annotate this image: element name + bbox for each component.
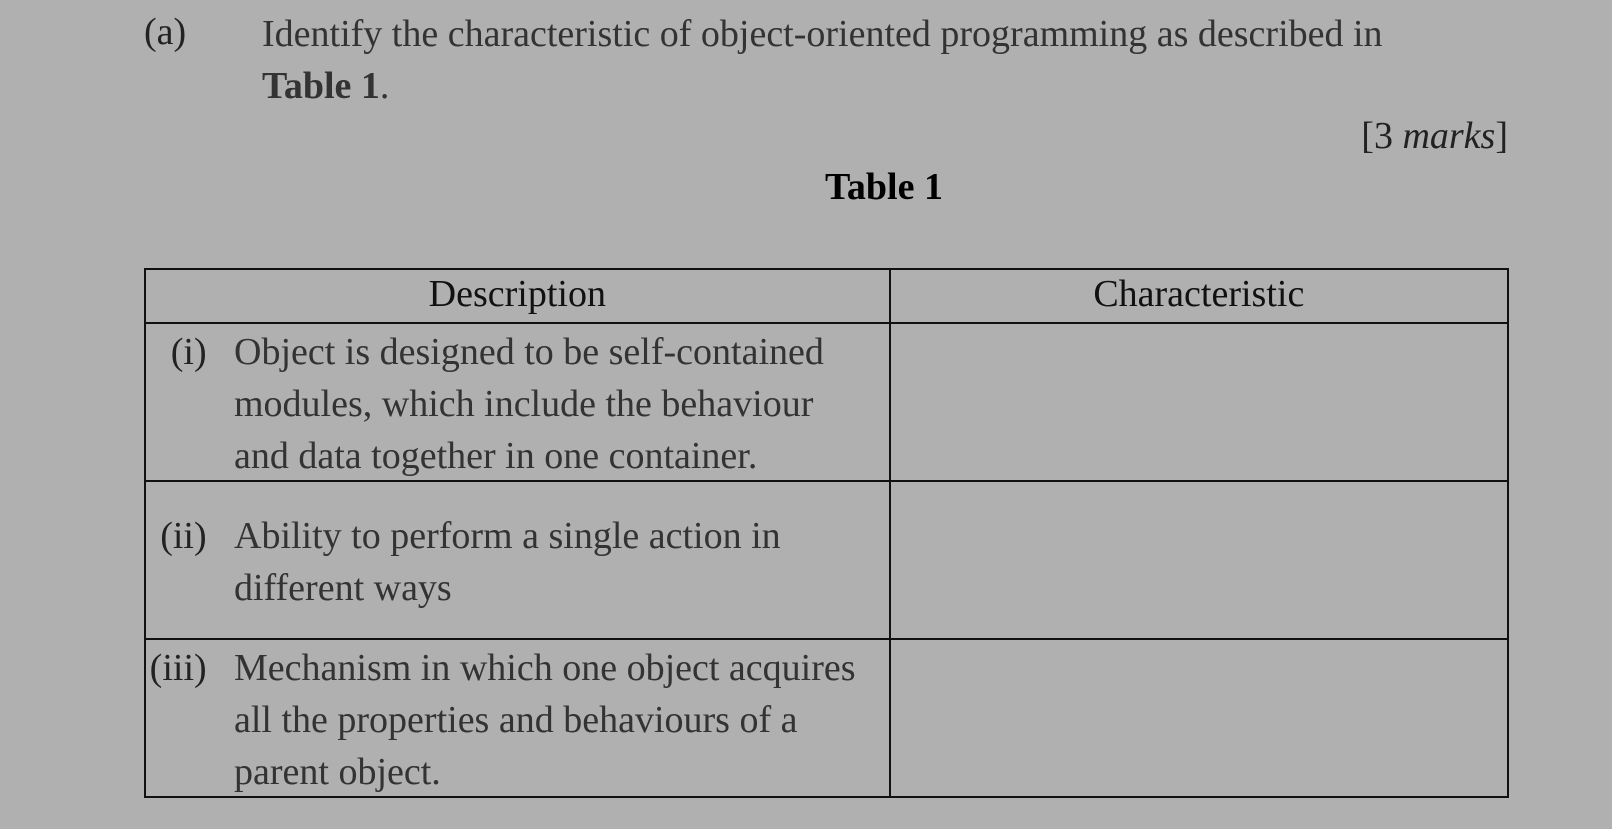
table-reference: Table 1: [262, 65, 380, 107]
characteristic-cell[interactable]: [890, 639, 1508, 797]
table-row: [145, 323, 1508, 481]
marks-indicator: [1361, 112, 1508, 160]
question-text-line2: [262, 60, 1512, 112]
table-header-row: [145, 269, 1508, 323]
row-number: (i): [170, 331, 207, 373]
row-description: Ability to perform a single action in different ways: [234, 515, 781, 609]
table-caption: Table 1: [825, 166, 943, 208]
description-cell: [145, 481, 890, 639]
table-row: [145, 639, 1508, 797]
marks-word: marks: [1402, 115, 1496, 157]
row-number: (ii): [160, 515, 207, 557]
header-description: Description: [145, 269, 890, 323]
characteristic-cell[interactable]: [890, 481, 1508, 639]
header-characteristic: Characteristic: [890, 269, 1508, 323]
marks-close: ]: [1495, 115, 1508, 157]
question-text-period: .: [379, 65, 390, 107]
question-text: [262, 8, 1512, 112]
row-description: Mechanism in which one object acquires all the properties and behaviours of a parent object.: [234, 647, 856, 793]
description-cell: [145, 639, 890, 797]
row-number: (iii): [149, 647, 207, 689]
row-description: Object is designed to be self-contained modules, which include the behaviour and data together in one container.: [234, 331, 824, 477]
question-label: (a): [144, 11, 187, 53]
characteristic-cell[interactable]: [890, 323, 1508, 481]
question-table: [144, 268, 1509, 798]
description-cell: [145, 323, 890, 481]
table-row: [145, 481, 1508, 639]
marks-open: [3: [1361, 115, 1403, 157]
question-text-line1: Identify the characteristic of object-oriented programming as described in: [262, 13, 1383, 55]
